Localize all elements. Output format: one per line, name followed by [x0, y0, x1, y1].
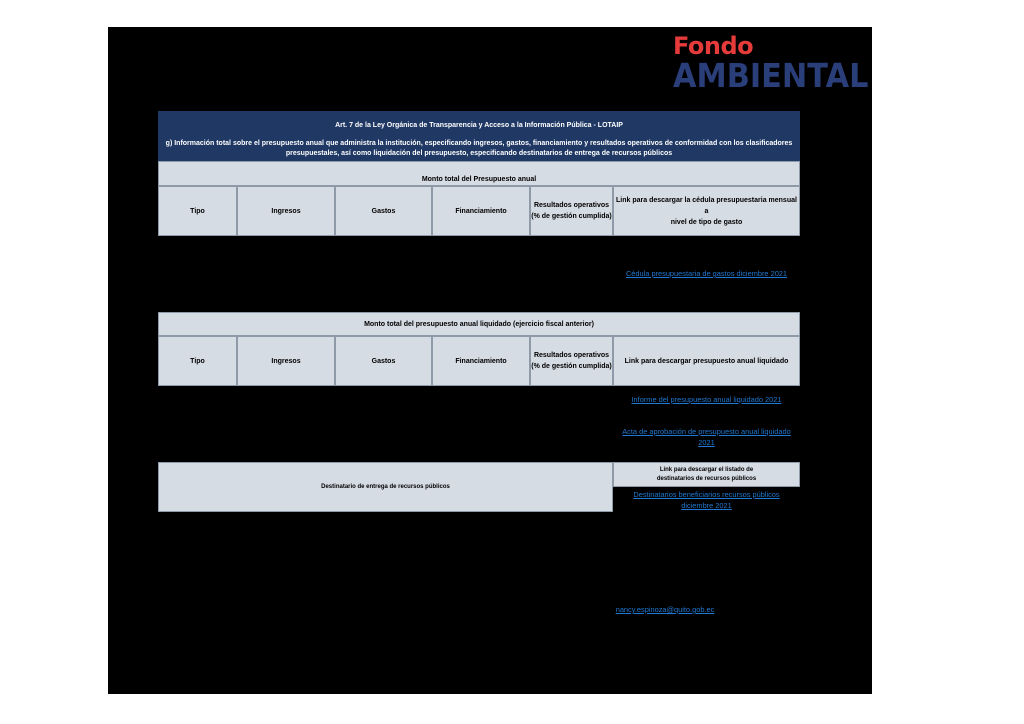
s3-col-link-line1: Link para descargar el listado de	[659, 466, 754, 473]
section1-title-text: Monto total del Presupuesto anual	[421, 176, 537, 183]
destinatarios-line1: Destinatarios beneficiarios recursos públicos	[633, 490, 780, 499]
cedula-presupuestaria-link[interactable]: Cédula presupuestaria de gastos diciembre 2021	[625, 269, 788, 278]
s1-col-gastos-text: Gastos	[371, 207, 396, 215]
s1-col-resultados-line2: (% de gestión cumplida)	[531, 213, 612, 220]
s1-col-ingresos	[237, 186, 335, 236]
s2-col-ingresos-text: Ingresos	[271, 357, 301, 365]
section2-title-text: Monto total del presupuesto anual liquidado (ejercicio fiscal anterior)	[364, 320, 594, 328]
law-subtitle-line2: presupuestales, así como liquidación del presupuesto, especificando destinatarios de entrega de recursos públicos	[285, 149, 673, 157]
law-title-text: Art. 7 de la Ley Orgánica de Transparencia y Acceso a la Información Pública - LOTAIP	[335, 122, 623, 129]
s1-col-resultados-line1: Resultados operativos	[533, 202, 610, 209]
s1-col-link-line2: nivel de tipo de gasto	[670, 218, 743, 226]
s3-col-link-line2: destinatarios de recursos públicos	[656, 475, 757, 482]
law-subtitle	[158, 136, 800, 161]
law-subtitle-line1: g) Información total sobre el presupuesto anual que administra la institución, especificando ingresos, gastos, financiamiento y resultados operativos de conformidad con los clasificadores	[165, 139, 793, 147]
s2-col-financiamiento-text: Financiamiento	[455, 357, 507, 365]
s2-col-tipo-text: Tipo	[190, 357, 205, 365]
contact-email-link[interactable]: nancy.espinoza@quito.gob.ec	[615, 605, 715, 614]
s2-col-financiamiento	[432, 336, 530, 386]
s1-col-financiamiento-text: Financiamiento	[455, 207, 507, 215]
s2-col-tipo	[158, 336, 237, 386]
acta-aprobacion-line1: Acta de aprobación de presupuesto anual liquidado	[622, 427, 791, 436]
section2-title	[158, 312, 800, 336]
s2-col-link-text: Link para descargar presupuesto anual liquidado	[624, 357, 789, 365]
s1-col-resultados	[530, 186, 613, 236]
s1-col-tipo	[158, 186, 237, 236]
law-title	[158, 111, 800, 136]
s1-col-tipo-text: Tipo	[190, 207, 205, 215]
section1-title	[158, 161, 800, 186]
informe-presupuesto-liquidado-link[interactable]: Informe del presupuesto anual liquidado 2021	[631, 395, 782, 404]
section3-title-text: Destinatario de entrega de recursos públicos	[321, 483, 450, 490]
fondo-ambiental-logo	[673, 32, 886, 95]
logo-line2: AMBIENTAL	[673, 56, 869, 95]
s2-col-gastos	[335, 336, 432, 386]
logo-line1: Fondo	[673, 32, 754, 60]
s2-col-resultados	[530, 336, 613, 386]
s1-col-link	[613, 186, 800, 236]
s1-col-financiamiento	[432, 186, 530, 236]
s1-col-gastos	[335, 186, 432, 236]
s2-col-resultados-line1: Resultados operativos	[533, 352, 610, 359]
acta-aprobacion-link[interactable]	[613, 426, 800, 448]
s2-col-resultados-line2: (% de gestión cumplida)	[531, 363, 612, 370]
s1-col-ingresos-text: Ingresos	[271, 207, 301, 215]
section3-title	[158, 462, 613, 512]
acta-aprobacion-line2: 2021	[698, 438, 715, 447]
s2-col-gastos-text: Gastos	[371, 357, 396, 365]
s3-col-link	[613, 462, 800, 487]
destinatarios-beneficiarios-link[interactable]	[613, 489, 800, 511]
s2-col-link	[613, 336, 800, 386]
s1-col-link-line1: Link para descargar la cédula presupuestaria mensual a	[616, 196, 797, 215]
s2-col-ingresos	[237, 336, 335, 386]
destinatarios-line2: diciembre 2021	[681, 501, 732, 510]
